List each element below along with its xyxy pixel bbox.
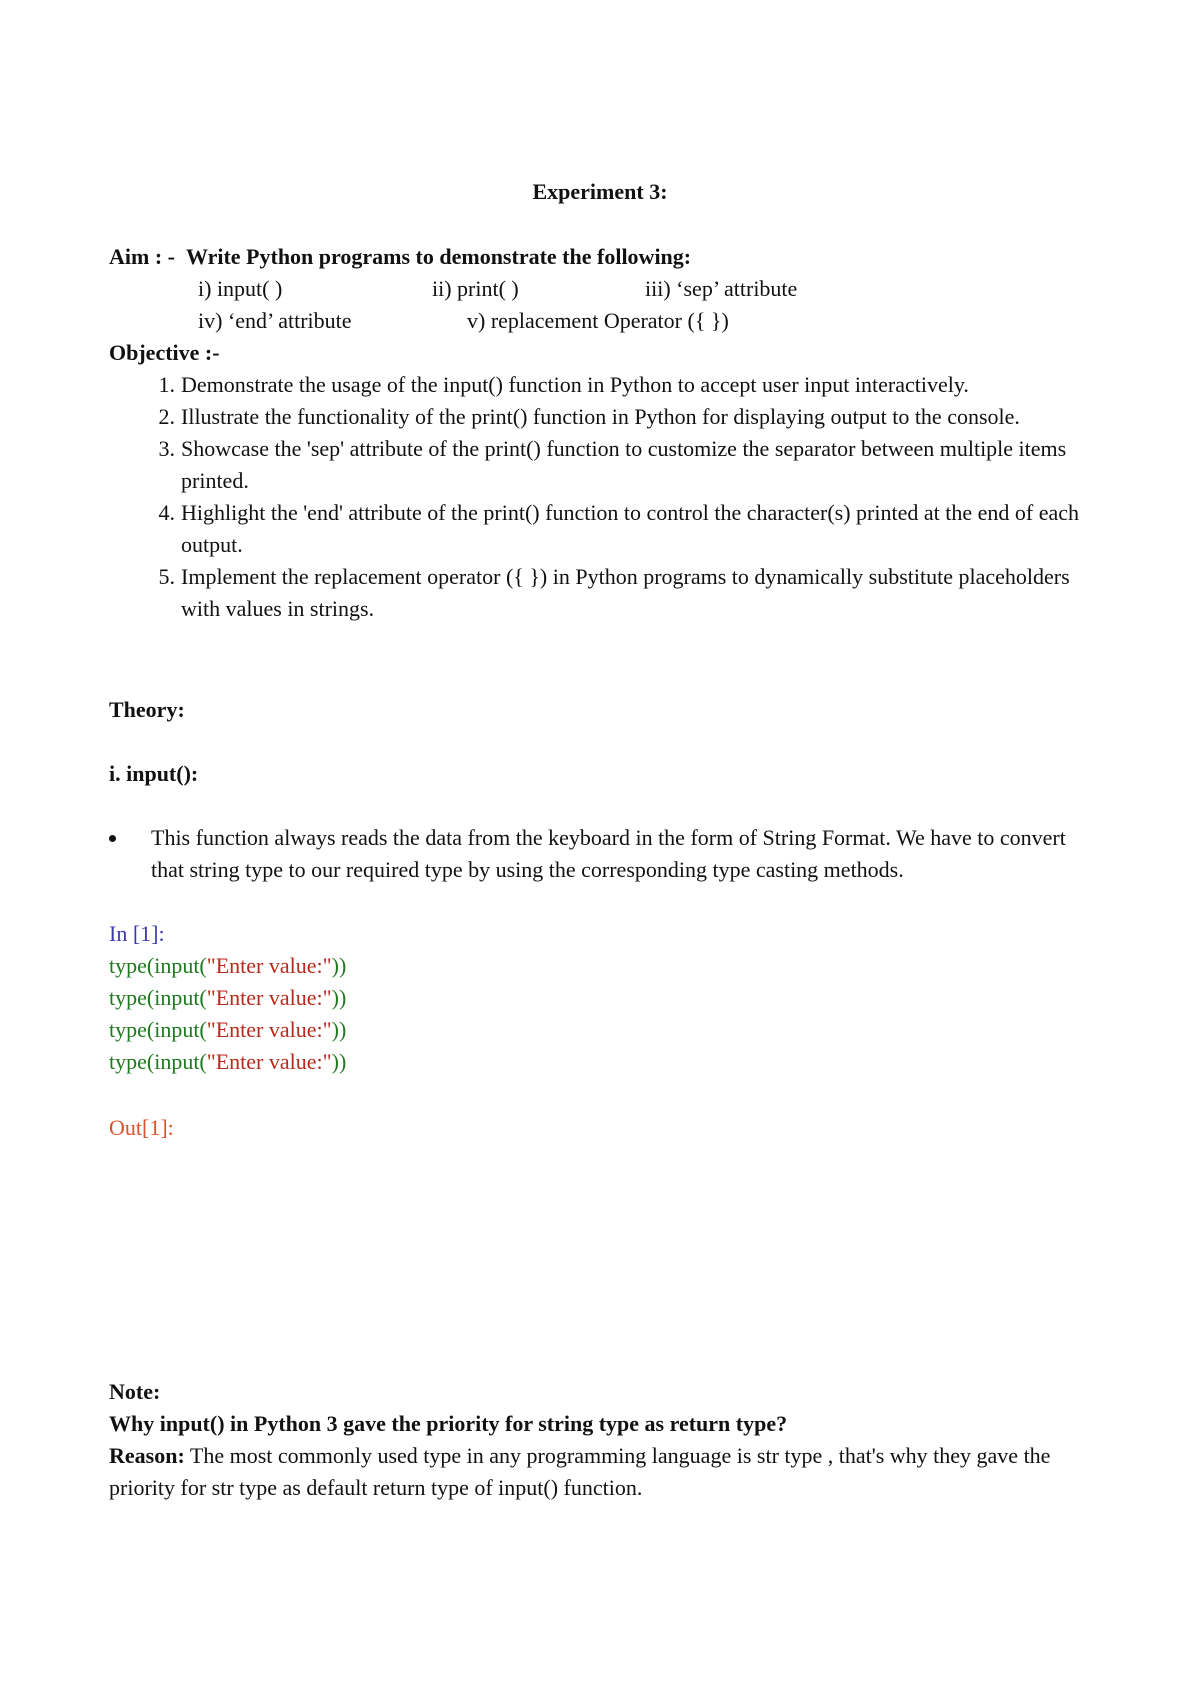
code-end: ))	[331, 1049, 347, 1074]
theory-heading: Theory:	[109, 697, 185, 722]
code-line	[109, 950, 346, 982]
objective-list	[109, 369, 1109, 625]
list-text: Highlight the 'end' attribute of the print() function to control the character(s) printed at the end of each output.	[181, 500, 1079, 557]
list-number: 5.	[158, 564, 175, 589]
list-number: 1.	[158, 372, 175, 397]
code-string: "Enter value:"	[206, 953, 332, 978]
note-heading: Note:	[109, 1379, 161, 1404]
code-line	[109, 1046, 346, 1078]
bullet-item	[109, 822, 1099, 886]
code-in-label: In [1]:	[109, 921, 165, 946]
reason-label: Reason:	[109, 1443, 185, 1468]
note-reason	[109, 1440, 1099, 1504]
code-string: "Enter value:"	[206, 985, 332, 1010]
bullet-text: This function always reads the data from the keyboard in the form of String Format. We have to convert that string type to our required type by using the corresponding type casting methods.	[151, 825, 1066, 882]
list-number: 2.	[158, 404, 175, 429]
note-question: Why input() in Python 3 gave the priority for string type as return type?	[109, 1411, 788, 1436]
page-title: Experiment 3:	[532, 179, 668, 204]
list-item	[109, 561, 1109, 625]
aim-line	[109, 241, 691, 273]
list-text: Showcase the 'sep' attribute of the print() function to customize the separator between multiple items printed.	[181, 436, 1067, 493]
aim-text: Write Python programs to demonstrate the following:	[185, 244, 692, 269]
code-end: ))	[331, 1017, 347, 1042]
list-text: Demonstrate the usage of the input() function in Python to accept user input interactively.	[181, 372, 969, 397]
list-text: Illustrate the functionality of the print() function in Python for displaying output to the console.	[181, 404, 1020, 429]
input-section-heading: i. input():	[109, 761, 199, 786]
list-text: Implement the replacement operator ({ }) in Python programs to dynamically substitute placeholders with values in strings.	[181, 564, 1070, 621]
list-number: 4.	[158, 500, 175, 525]
code-line	[109, 982, 346, 1014]
code-string: "Enter value:"	[206, 1049, 332, 1074]
list-item	[109, 497, 1109, 561]
list-item	[109, 433, 1109, 497]
aim-item-print: ii) print( )	[432, 276, 519, 301]
code-end: ))	[331, 985, 347, 1010]
aim-item-sep: iii) ‘sep’ attribute	[645, 276, 798, 301]
code-func: type(input(	[109, 985, 207, 1010]
aim-label: Aim : -	[109, 244, 175, 269]
code-end: ))	[331, 953, 347, 978]
bullet-icon	[109, 835, 116, 842]
list-number: 3.	[158, 436, 175, 461]
reason-text: The most commonly used type in any programming language is str type , that's why they gave the priority for str type as default return type of input() function.	[109, 1443, 1051, 1500]
aim-item-input: i) input( )	[198, 276, 283, 301]
list-item	[109, 369, 1109, 401]
code-func: type(input(	[109, 1017, 207, 1042]
code-out-label: Out[1]:	[109, 1115, 174, 1140]
aim-item-end: iv) ‘end’ attribute	[198, 308, 352, 333]
code-func: type(input(	[109, 953, 207, 978]
objective-title: Objective :-	[109, 340, 220, 365]
code-line	[109, 1014, 346, 1046]
code-func: type(input(	[109, 1049, 207, 1074]
aim-item-replacement: v) replacement Operator ({ })	[467, 308, 729, 333]
list-item	[109, 401, 1109, 433]
code-string: "Enter value:"	[206, 1017, 332, 1042]
